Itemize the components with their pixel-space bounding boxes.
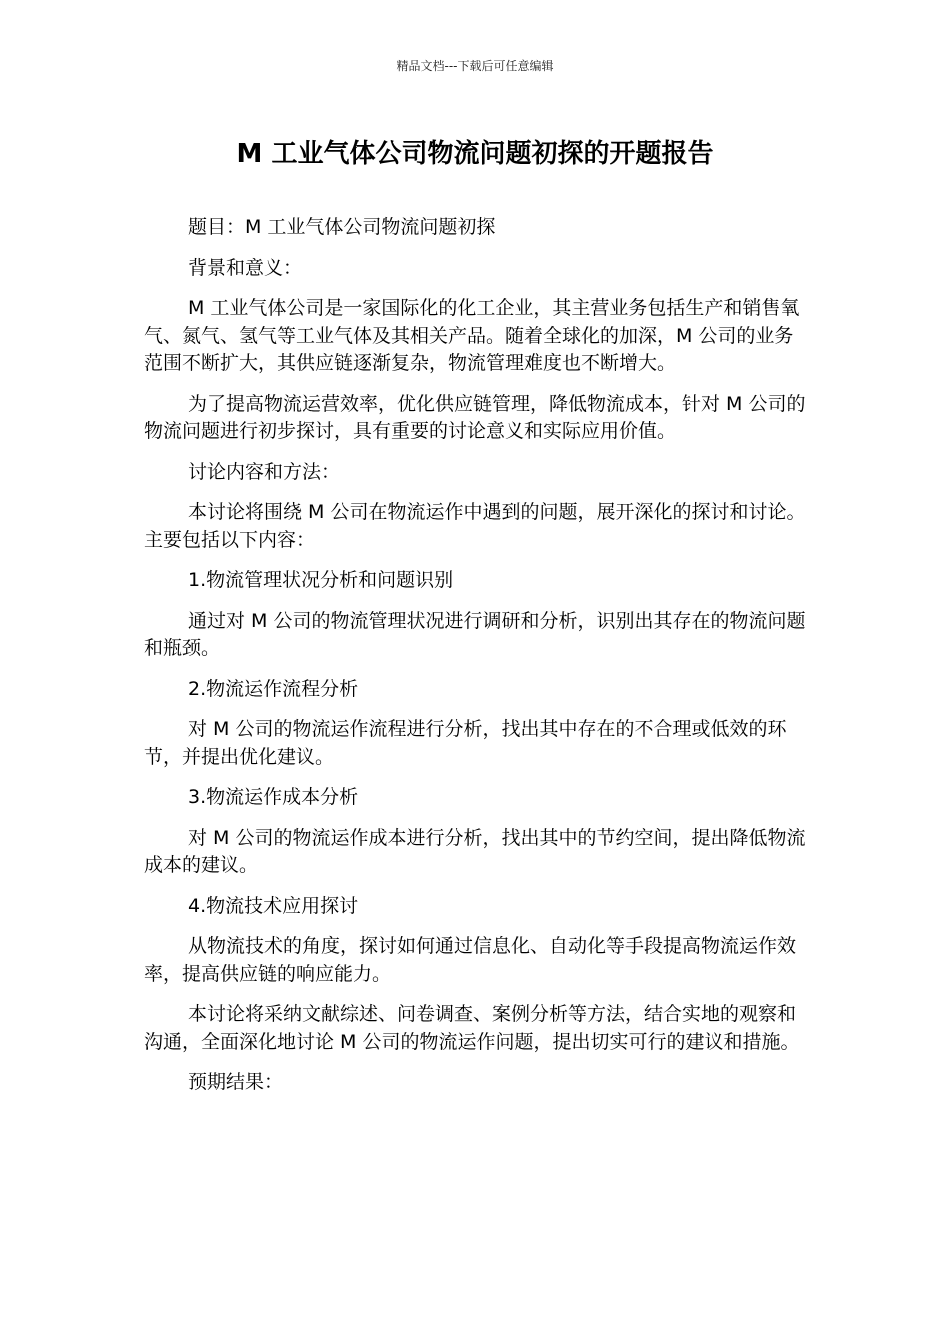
document-body	[144, 214, 810, 1110]
paragraph-topic: 题目：M 工业气体公司物流问题初探	[188, 216, 496, 238]
heading-content-methods: 讨论内容和方法：	[188, 460, 341, 483]
document-title: M 工业气体公司物流问题初探的开题报告	[236, 139, 714, 169]
item-heading-2: 2.物流运作流程分析	[188, 677, 359, 700]
paragraph-company-intro: M 工业气体公司是一家国际化的化工企业，其主营业务包括生产和销售氧气、氮气、氢气等工业气体及其相关产品。随着全球化的加深，M 公司的业务范围不断扩大，其供应链逐渐复杂，物流管理难度也不断增大。	[144, 297, 800, 374]
heading-background: 背景和意义：	[188, 256, 303, 279]
paragraph-significance: 为了提高物流运营效率，优化供应链管理，降低物流成本，针对 M 公司的物流问题进行初步探讨，具有重要的讨论意义和实际应用价值。	[144, 392, 806, 442]
page-header-note: 精品文档---下载后可任意编辑	[396, 59, 554, 73]
paragraph-research-scope: 本讨论将围绕 M 公司在物流运作中遇到的问题，展开深化的探讨和讨论。主要包括以下内容：	[144, 501, 806, 551]
item-heading-1: 1.物流管理状况分析和问题识别	[188, 569, 454, 591]
item-body-3: 对 M 公司的物流运作成本进行分析，找出其中的节约空间，提出降低物流成本的建议。	[144, 826, 806, 876]
item-body-2: 对 M 公司的物流运作流程进行分析，找出其中存在的不合理或低效的环节，并提出优化建议。	[144, 718, 787, 768]
paragraph-methods: 本讨论将采纳文献综述、问卷调查、案例分析等方法，结合实地的观察和沟通，全面深化地讨论 M 公司的物流运作问题，提出切实可行的建议和措施。	[144, 1003, 800, 1053]
heading-expected-results: 预期结果：	[188, 1071, 284, 1093]
item-heading-3: 3.物流运作成本分析	[188, 786, 359, 808]
item-body-1: 通过对 M 公司的物流管理状况进行调研和分析，识别出其存在的物流问题和瓶颈。	[144, 609, 806, 659]
item-body-4: 从物流技术的角度，探讨如何通过信息化、自动化等手段提高物流运作效率，提高供应链的响应能力。	[144, 935, 797, 985]
item-heading-4: 4.物流技术应用探讨	[188, 894, 359, 917]
